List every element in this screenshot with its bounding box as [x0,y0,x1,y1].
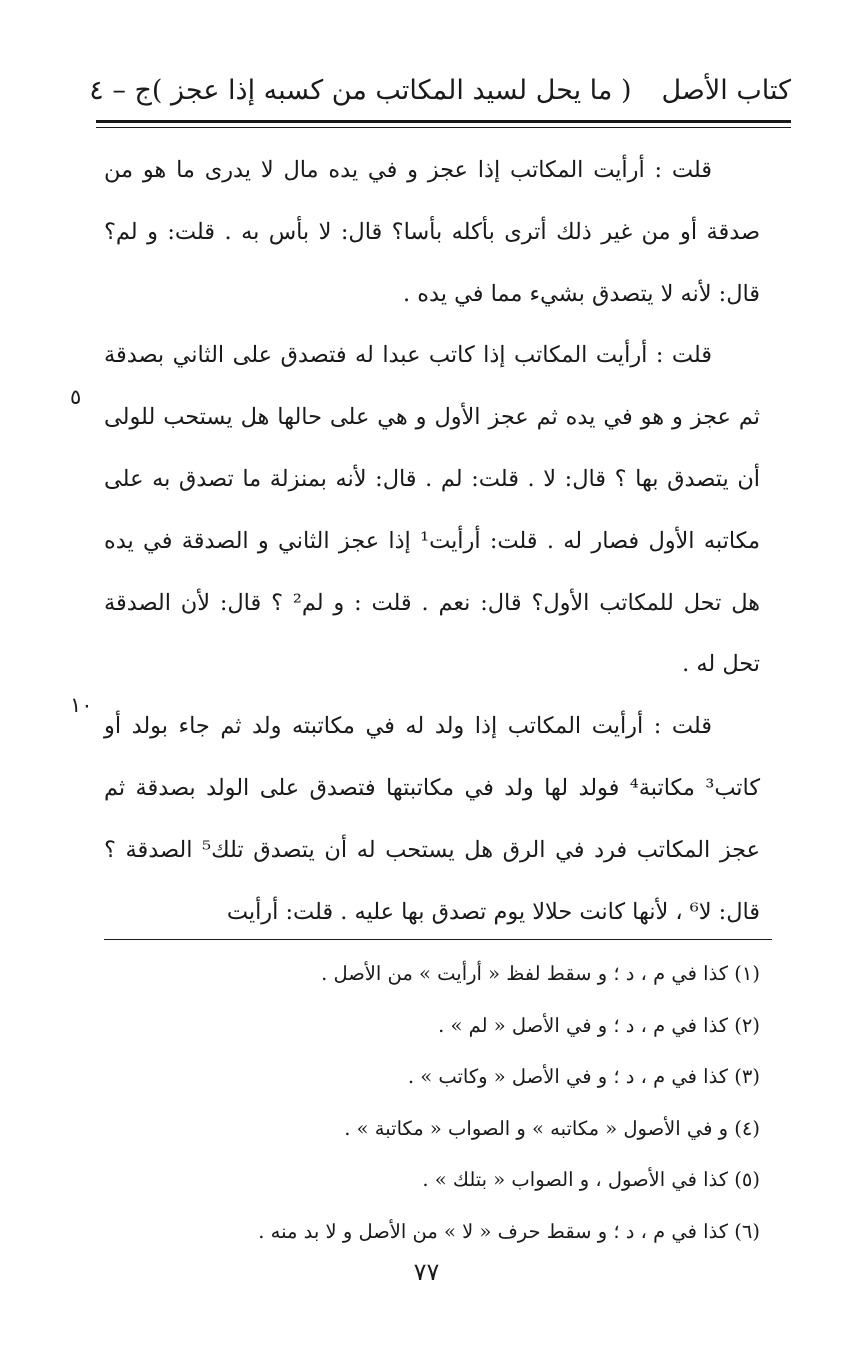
footnotes [170,948,760,1258]
volume-number: ج – ٤ [89,74,152,106]
footnote-5: (٥) كذا في الأصول ، و الصواب « بتلك » . [422,1168,760,1192]
main-text [104,140,760,943]
header-rule-thin [96,127,791,128]
line-number-5: ٥ [70,385,82,409]
footnote-3: (٣) كذا في م ، د ؛ و في الأصل « وكاتب » . [407,1065,760,1089]
paragraph: قلت : أرأيت المكاتب إذا كاتب عبدا له فتصدق على الثاني بصدقة ثم عجز و هو في يده ثم عجز الأول و هي على حالها هل يستحب للولى أن يتصدق بها ؟ قال: لا . قلت: لم . قال: لأنه بمنزلة ما تصدق به على مكاتبه الأول فصار له . قلت: أرأيت¹ إذا عجز الثاني و الصدقة في يده هل تحل للمكاتب الأول؟ قال: نعم . قلت : و لم² ؟ قال: لأن الصدقة تحل له . [104,342,761,678]
footnote-1: (١) كذا في م ، د ؛ و سقط لفظ « أرأيت » من الأصل . [321,962,760,985]
line-number-10: ١٠ [70,693,93,717]
header-rule-thick [96,120,791,123]
footnote-6: (٦) كذا في م ، د ؛ و سقط حرف « لا » من الأصل و لا بد منه . [258,1219,760,1243]
paragraph: قلت : أرأيت المكاتب إذا عجز و في يده مال لا يدرى ما هو من صدقة أو من غير ذلك أترى بأكله بأسا؟ قال: لا بأس به . قلت: و لم؟ قال: لأنه لا يتصدق بشيء مما في يده . [104,157,760,307]
book-title: كتاب الأصل [661,74,791,106]
paragraph: قلت : أرأيت المكاتب إذا ولد له في مكاتبته ولد ثم جاء بولد أو كاتب³ مكاتبة⁴ فولد لها ولد في مكاتبتها فتصدق على الولد بصدقة ثم عجز المكاتب فرد في الرق هل يستحب له أن يتصدق تلك⁵ الصدقة ؟ قال: لا⁶ ، لأنها كانت حلالا يوم تصدق بها عليه . قلت: أرأيت [104,713,761,925]
footnote-divider [104,939,772,940]
footnote-4: (٤) و في الأصول « مكاتبه » و الصواب « مكاتبة » . [344,1116,760,1140]
footnote-2: (٢) كذا في م ، د ؛ و في الأصل « لم » . [438,1013,760,1037]
running-header [89,68,791,112]
section-title: ( ما يحل لسيد المكاتب من كسبه إذا عجز ) [151,74,632,106]
page-number: ٧٧ [413,1258,440,1286]
